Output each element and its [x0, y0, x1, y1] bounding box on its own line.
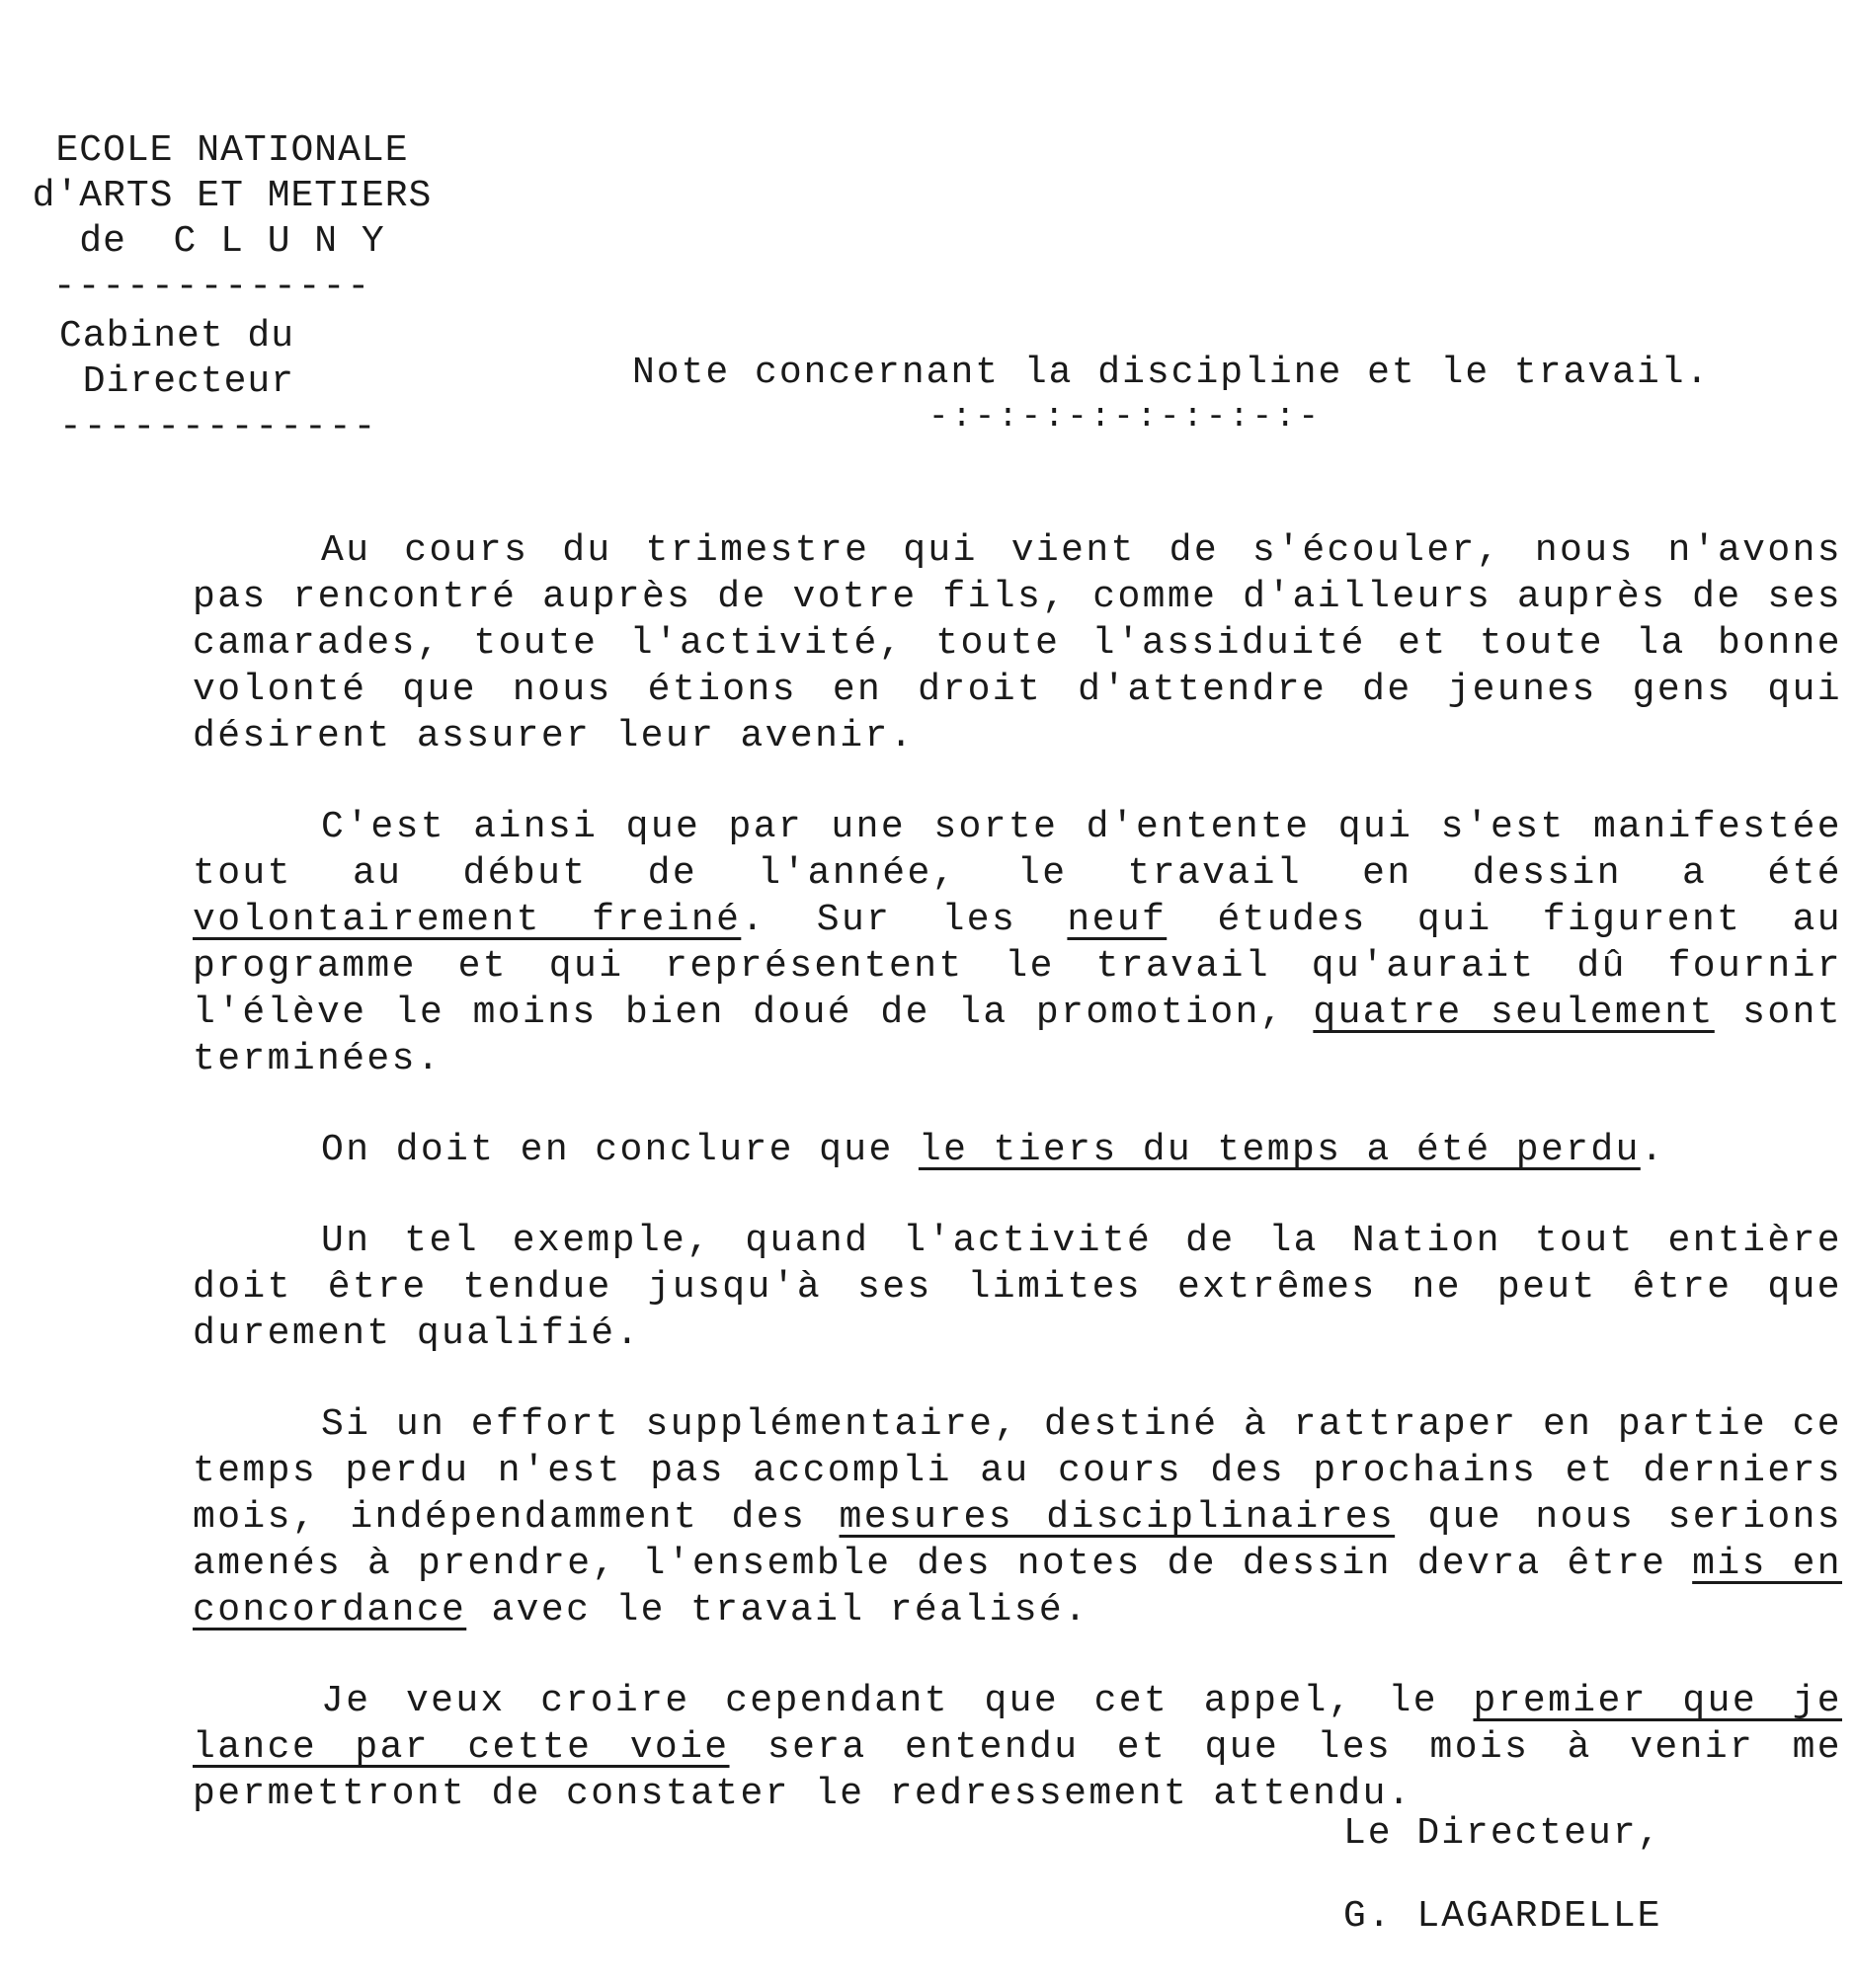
paragraph-3: [193, 1127, 1842, 1173]
signature-title: Le Directeur,: [1343, 1812, 1662, 1855]
signature-name: G. LAGARDELLE: [1343, 1895, 1662, 1938]
school-city: de C L U N Y: [79, 220, 385, 263]
paragraph-3-text-b: .: [1640, 1129, 1666, 1171]
school-name-line2: d'ARTS ET METIERS: [32, 175, 433, 217]
paragraph-2-text-c: études qui figurent au programme et qui représentent le travail qu'aurait dû fournir l'élève le moins bien doué de la promotion,: [193, 899, 1843, 1034]
cabinet-line2: Directeur: [59, 360, 295, 403]
paragraph-1: Au cours du trimestre qui vient de s'écouler, nous n'avons pas rencontré auprès de votre fils, comme d'ailleurs auprès de ses camarades, toute l'activité, toute l'assiduité et toute la bonne volonté que nous étions en droit d'attendre de jeunes gens qui désirent assurer leur avenir.: [193, 529, 1842, 757]
underlined-quatre-seulement: quatre seulement: [1313, 992, 1715, 1034]
paragraph-2-text-a: C'est ainsi que par une sorte d'entente qui s'est manifestée tout au début de l'année, le travail en dessin a été: [193, 806, 1842, 895]
cabinet-line1: Cabinet du: [59, 315, 295, 358]
signature-block: [1343, 1792, 1661, 1958]
cabinet-rule: -------------: [59, 406, 378, 448]
note-title: Note concernant la discipline et le travail.: [632, 352, 1711, 394]
school-name-line1: ECOLE NATIONALE: [55, 129, 409, 172]
letterhead: [10, 128, 454, 310]
paragraph-3-text-a: On doit en conclure que: [321, 1129, 919, 1171]
paragraph-4: Un tel exemple, quand l'activité de la Nation tout entière doit être tendue jusqu'à ses limites extrêmes ne peut être que durement qualifié.: [193, 1220, 1842, 1355]
note-ornament: -:-:-:-:-:-:-:-:-: [928, 399, 1322, 437]
letterhead-rule: -------------: [52, 266, 372, 308]
underlined-volontairement-freine: volontairement freiné: [193, 899, 742, 941]
paragraph-5: [193, 1401, 1842, 1633]
paragraph-2: [193, 804, 1842, 1082]
underlined-neuf: neuf: [1067, 899, 1168, 941]
underlined-tiers-du-temps: le tiers du temps a été perdu: [918, 1129, 1641, 1171]
paragraph-2-text-b: . Sur les: [741, 899, 1068, 941]
paragraph-5-text-a: Si un effort supplémentaire, destiné à rattraper en partie ce temps perdu n'est pas accompli au cours des prochains et derniers mois, indépendamment des: [193, 1403, 1842, 1539]
underlined-premier-appel: premier que je lance par cette voie: [193, 1680, 1842, 1769]
cabinet-block: [59, 314, 377, 450]
letter-body: [193, 527, 1842, 1862]
paragraph-2-text-d: sont terminées.: [193, 992, 1842, 1080]
paragraph-5-text-c: avec le travail réalisé.: [466, 1589, 1089, 1631]
underlined-mesures-disciplinaires: mesures disciplinaires: [839, 1496, 1396, 1539]
paragraph-6-text-a: Je veux croire cependant que cet appel, le: [321, 1680, 1474, 1722]
paragraph-6-text-b: sera entendu et que les mois à venir me permettront de constater le redressement attendu.: [193, 1726, 1842, 1815]
paragraph-5-text-b: que nous serions amenés à prendre, l'ensemble des notes de dessin devra être: [193, 1496, 1843, 1585]
underlined-mis-en-concordance: mis en concordance: [193, 1543, 1842, 1631]
